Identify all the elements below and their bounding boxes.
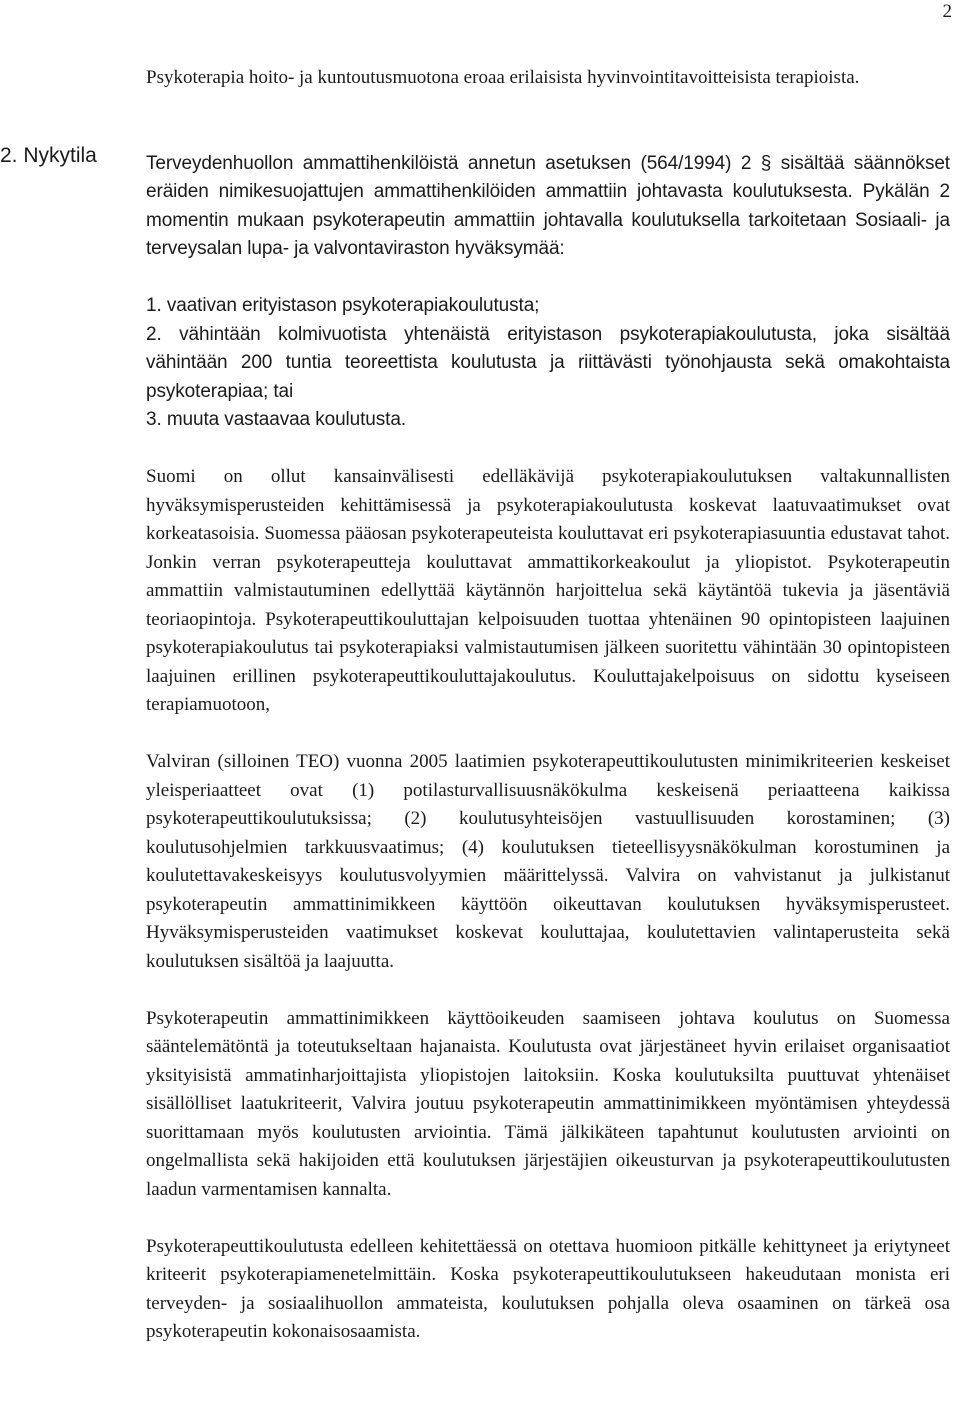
paragraph-suomi: Suomi on ollut kansainvälisesti edelläkävijä psykoterapiakoulutuksen valtakunnallisten hyväksymisperusteiden kehittämisessä ja psykoterapiakoulutusta koskevat laatuvaatimukset ovat korkeatasoisia. Suomessa pääosan psykoterapeuteista kouluttavat eri psykoterapiasuuntia edustavat tahot. Jonkin verran psykoterapeutteja kouluttavat ammattikorkeakoulut ja yliopistot. Psykoterapeutin ammattiin valmistautuminen edellyttää käytännön harjoittelua sekä käytäntöä tukevia ja jäsentäviä teoriaopintoja. Psykoterapeuttikouluttajan kelpoisuuden tuottaa yhtenäinen 90 opintopisteen laajuinen psykoterapiakoulutus tai psykoterapiaksi valmistautumisen jälkeen suoritettu vähintään 30 opintopisteen laajuinen erillinen psykoterapeuttikouluttajakoulutus. Kouluttajakelpoisuus on sidottu kyseiseen terapiamuotoon, (146, 466, 950, 715)
paragraph-oikeus: Psykoterapeutin ammattinimikkeen käyttöoikeuden saamiseen johtava koulutus on Suomessa sääntelemätöntä ja toteutukseltaan hajanaista. Koulutusta ovat järjestäneet hyvin erilaiset organisaatiot yksityisistä ammatinharjoittajista yliopistojen laitoksiin. Koska koulutuksilta puuttuvat yhtenäiset sisällölliset laatukriteerit, Valvira joutuu psykoterapeutin ammattinimikkeen myöntämisen yhteydessä suorittamaan myös koulutusten arviointia. Tämä jälkikäteen tapahtunut koulutusten arviointi on ongelmallista sekä hakijoiden että koulutuksen järjestäjien oikeusturvan ja psykoterapeuttikoulutusten laadun varmentamisen kannalta. (146, 1007, 950, 1200)
list-item: 1. vaativan erityistason psykoterapiakoulutusta; (146, 295, 540, 316)
document-body (146, 64, 950, 1347)
paragraph-law: Terveydenhuollon ammattihenkilöistä annetun asetuksen (564/1994) 2 § sisältää säännökset eräiden nimikesuojattujen ammattihenkilöiden ammattiin johtavasta koulutuksesta. Pykälän 2 momentin mukaan psykoterapeutin ammattiin johtavalla koulutuksella tarkoitetaan Sosiaali- ja terveysalan lupa- ja valvontaviraston hyväksymää: (146, 152, 950, 259)
list-item: 2. vähintään kolmivuotista yhtenäistä erityistason psykoterapiakoulutusta, joka sisältää vähintään 200 tuntia teoreettista koulutusta ja riittävästi työnohjausta sekä omakohtaista psykoterapiaa; tai (146, 323, 950, 402)
list-item: 3. muuta vastaavaa koulutusta. (146, 409, 406, 430)
paragraph-intro: Psykoterapia hoito- ja kuntoutusmuotona eroaa erilaisista hyvinvointitavoitteisista terapioista. (146, 67, 860, 88)
section-heading: 2. Nykytila (0, 144, 97, 167)
paragraph-kehitys: Psykoterapeuttikoulutusta edelleen kehitettäessä on otettava huomioon pitkälle kehittyneet ja eriytyneet kriteerit psykoterapiamenetelmittäin. Koska psykoterapeuttikoulutukseen hakeudutaan monista eri terveyden- ja sosiaalihuollon ammateista, koulutuksen pohjalla oleva osaaminen on tärkeä osa psykoterapeutin kokonaisosaamista. (146, 1235, 950, 1342)
page-number: 2 (942, 1, 952, 22)
paragraph-valvira: Valviran (silloinen TEO) vuonna 2005 laatimien psykoterapeuttikoulutusten minimikriteerien keskeiset yleisperiaatteet ovat (1) potilasturvallisuusnäkökulma keskeisenä periaatteena kaikissa psykoterapeuttikoulutuksissa; (2) koulutusyhteisöjen vastuullisuuden korostaminen; (3) koulutusohjelmien tarkkuusvaatimus; (4) koulutuksen tieteellisyysnäkökulman korostuminen ja koulutettavakeskeisyys koulutusvolyymien määrittelyssä. Valvira on vahvistanut ja julkistanut psykoterapeutin ammattinimikkeen käyttöön oikeuttavan koulutuksen hyväksymisperusteet. Hyväksymisperusteiden vaatimukset koskevat kouluttajaa, koulutettavien valintaperusteita sekä koulutuksen sisältöä ja laajuutta. (146, 751, 950, 972)
